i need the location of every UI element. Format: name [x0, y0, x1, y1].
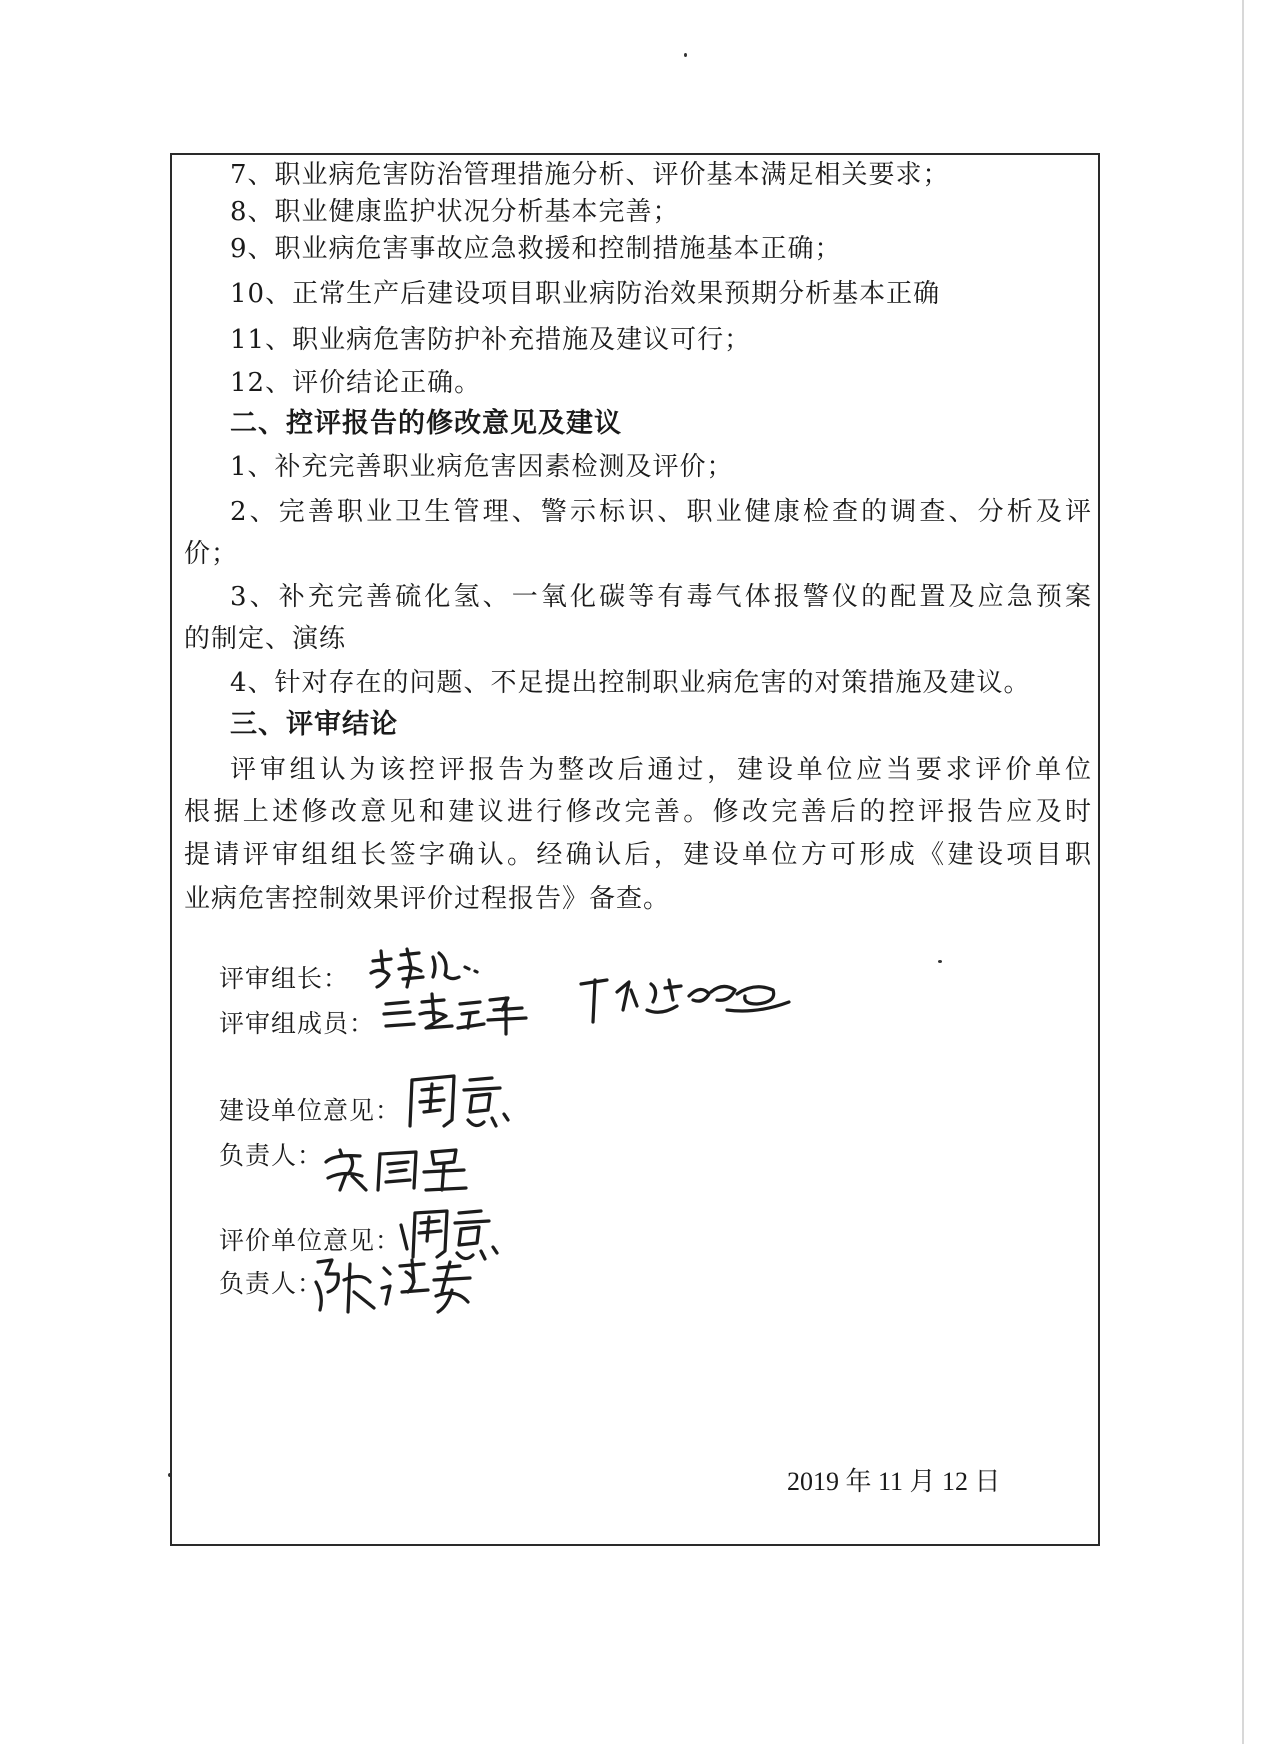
conclusion-line-4: 业病危害控制效果评价过程报告》备查。 — [184, 884, 671, 914]
conclusion-line-2: 根据上述修改意见和建议进行修改完善。修改完善后的控评报告应及时 — [184, 797, 1092, 827]
suggestion-2-continued: 价； — [184, 539, 239, 569]
builder-opinion-label: 建设单位意见： — [219, 1096, 402, 1125]
section-2-heading: 二、控评报告的修改意见及建议 — [230, 408, 622, 439]
evaluator-person-label: 负责人： — [219, 1269, 324, 1298]
builder-opinion-signature — [404, 1070, 524, 1140]
item-7: 7、职业病危害防治管理措施分析、评价基本满足相关要求； — [230, 160, 950, 190]
section-3-heading: 三、评审结论 — [230, 709, 398, 740]
builder-person-signature — [320, 1140, 480, 1200]
item-9: 9、职业病危害事故应急救援和控制措施基本正确； — [230, 234, 842, 264]
suggestion-4: 4、针对存在的问题、不足提出控制职业病危害的对策措施及建议。 — [230, 668, 1031, 698]
members-label: 评审组成员： — [219, 1009, 376, 1038]
suggestion-3: 3、补充完善硫化氢、一氧化碳等有毒气体报警仪的配置及应急预案 — [230, 582, 1092, 612]
builder-person-label: 负责人： — [219, 1141, 324, 1170]
scan-speck — [684, 53, 687, 57]
item-11: 11、职业病危害防护补充措施及建议可行； — [230, 325, 752, 355]
member-signature-1 — [382, 990, 532, 1040]
signing-date: 2019 年 11 月 12 日 — [787, 1467, 1001, 1496]
leader-label: 评审组长： — [219, 964, 350, 993]
conclusion-line-1: 评审组认为该控评报告为整改后通过，建设单位应当要求评价单位 — [230, 755, 1092, 785]
scan-page-edge — [1242, 0, 1244, 1744]
evaluator-opinion-label: 评价单位意见： — [219, 1226, 402, 1255]
item-10: 10、正常生产后建设项目职业病防治效果预期分析基本正确 — [230, 279, 941, 309]
suggestion-1: 1、补充完善职业病危害因素检测及评价； — [230, 452, 734, 482]
item-8: 8、职业健康监护状况分析基本完善； — [230, 197, 680, 227]
conclusion-line-3: 提请评审组组长签字确认。经确认后，建设单位方可形成《建设项目职 — [184, 840, 1092, 870]
document-frame — [170, 153, 1100, 1546]
item-12: 12、评价结论正确。 — [230, 368, 482, 398]
suggestion-2: 2、完善职业卫生管理、警示标识、职业健康检查的调查、分析及评 — [230, 497, 1092, 527]
suggestion-3-continued: 的制定、演练 — [184, 624, 347, 654]
evaluator-person-signature — [310, 1252, 480, 1322]
member-signature-2 — [577, 970, 797, 1030]
